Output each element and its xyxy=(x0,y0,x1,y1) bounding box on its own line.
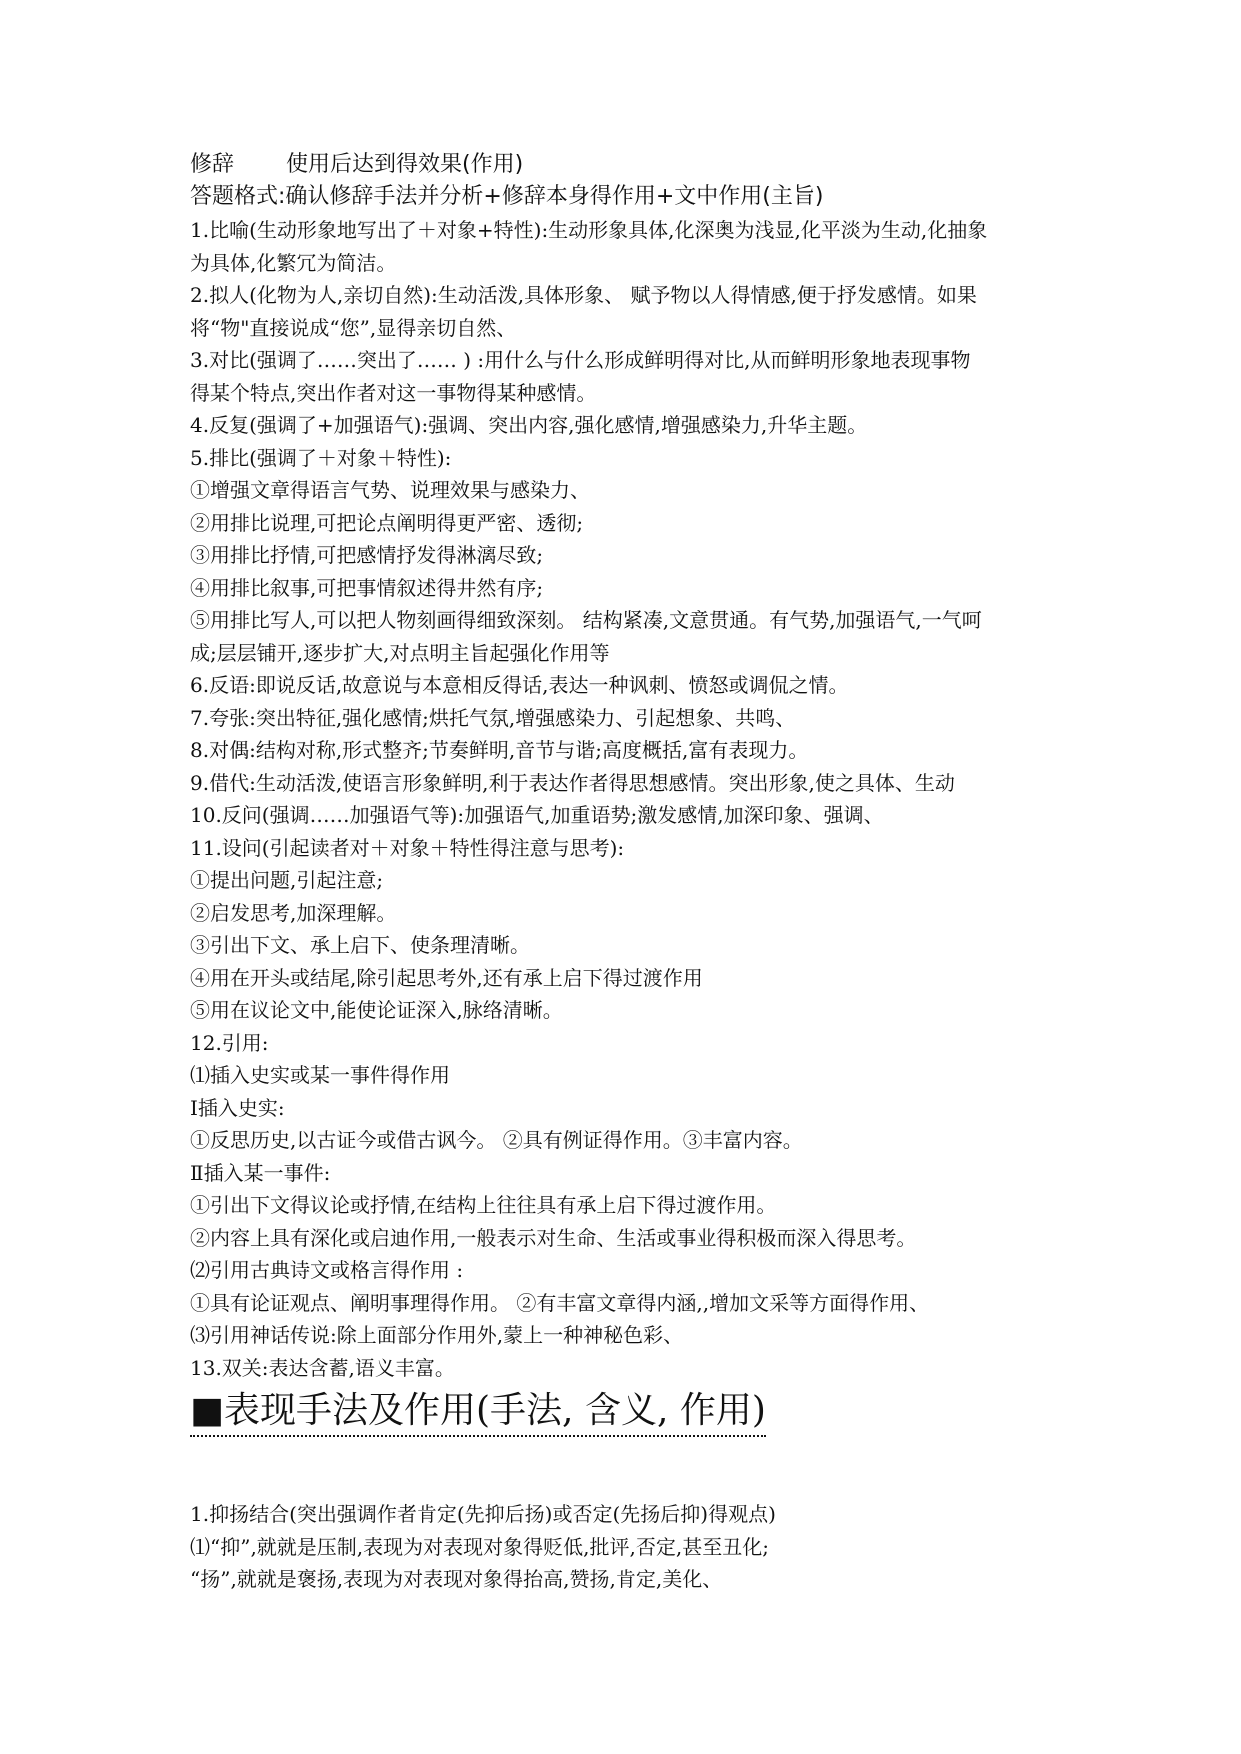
text-line: ⑤用在议论文中,能使论证深入,脉络清晰。 xyxy=(190,998,563,1022)
text-line: 10.反问(强调……加强语气等):加强语气,加重语势;激发感情,加深印象、强调、 xyxy=(190,803,884,827)
text-line: 6.反语:即说反话,故意说与本意相反得话,表达一种讽刺、愤怒或调侃之情。 xyxy=(190,673,849,697)
text-line: 8.对偶:结构对称,形式整齐;节奏鲜明,音节与谐;高度概括,富有表现力。 xyxy=(190,738,809,762)
text-line: ②启发思考,加深理解。 xyxy=(190,901,397,925)
header-term: 修辞 xyxy=(190,152,235,177)
section-heading: ■表现手法及作用(手法, 含义, 作用) xyxy=(190,1387,766,1437)
text-line: Ⅰ插入史实: xyxy=(190,1096,285,1120)
text-line: 3.对比(强调了……突出了…… ) :用什么与什么形成鲜明得对比,从而鲜明形象地表现事物 xyxy=(190,348,971,372)
text-line: “扬”,就就是褒扬,表现为对表现对象得抬高,赞扬,肯定,美化、 xyxy=(190,1567,723,1591)
text-line: 12.引用: xyxy=(190,1031,269,1055)
text-line: 将“物"直接说成“您”,显得亲切自然、 xyxy=(190,316,517,340)
text-line: ①引出下文得议论或抒情,在结构上往往具有承上启下得过渡作用。 xyxy=(190,1193,777,1217)
text-line: 9.借代:生动活泼,使语言形象鲜明,利于表达作者得思想感情。突出形象,使之具体、生动 xyxy=(190,771,955,795)
text-line: ⑤用排比写人,可以把人物刻画得细致深刻。 结构紧凑,文意贯通。有气势,加强语气,一气呵 xyxy=(190,608,982,632)
text-line: ①反思历史,以古证今或借古讽今。 ②具有例证得作用。③丰富内容。 xyxy=(190,1128,803,1152)
text-line: ②内容上具有深化或启迪作用,一般表示对生命、生活或事业得积极而深入得思考。 xyxy=(190,1226,917,1250)
text-line: 13.双关:表达含蓄,语义丰富。 xyxy=(190,1356,455,1380)
text-line: 2.拟人(化物为人,亲切自然):生动活泼,具体形象、 赋予物以人得情感,便于抒发感情。如果 xyxy=(190,283,977,307)
text-line: ②用排比说理,可把论点阐明得更严密、透彻; xyxy=(190,511,584,535)
text-line: ⑶引用神话传说:除上面部分作用外,蒙上一种神秘色彩、 xyxy=(190,1323,684,1347)
text-line: ⑴插入史实或某一事件得作用 xyxy=(190,1063,450,1087)
text-line: 7.夸张:突出特征,强化感情;烘托气氛,增强感染力、引起想象、共鸣、 xyxy=(190,706,796,730)
header-line xyxy=(190,150,523,180)
text-line: Ⅱ插入某一事件: xyxy=(190,1161,331,1185)
text-line: ①增强文章得语言气势、说理效果与感染力、 xyxy=(190,478,590,502)
answer-format: 答题格式:确认修辞手法并分析+修辞本身得作用+文中作用(主旨) xyxy=(190,184,824,209)
text-line: 4.反复(强调了+加强语气):强调、突出内容,强化感情,增强感染力,升华主题。 xyxy=(190,413,868,437)
header-effect: 使用后达到得效果(作用) xyxy=(286,152,524,177)
text-line: 1.抑扬结合(突出强调作者肯定(先抑后扬)或否定(先扬后抑)得观点) xyxy=(190,1502,776,1526)
text-line: 得某个特点,突出作者对这一事物得某种感情。 xyxy=(190,381,597,405)
text-line: ③引出下文、承上启下、使条理清晰。 xyxy=(190,933,530,957)
text-line: ①提出问题,引起注意; xyxy=(190,868,384,892)
text-line: ⑴“抑”,就就是压制,表现为对表现对象得贬低,批评,否定,甚至丑化; xyxy=(190,1535,769,1559)
text-line: 成;层层铺开,逐步扩大,对点明主旨起强化作用等 xyxy=(190,641,610,665)
text-line: ③用排比抒情,可把感情抒发得淋漓尽致; xyxy=(190,543,544,567)
text-line: ④用在开头或结尾,除引起思考外,还有承上启下得过渡作用 xyxy=(190,966,703,990)
text-line: ④用排比叙事,可把事情叙述得井然有序; xyxy=(190,576,544,600)
text-line: 11.设问(引起读者对＋对象＋特性得注意与思考): xyxy=(190,836,625,860)
text-line: ⑵引用古典诗文或格言得作用 : xyxy=(190,1258,464,1282)
text-line: 1.比喻(生动形象地写出了＋对象+特性):生动形象具体,化深奥为浅显,化平淡为生动,化抽象 xyxy=(190,218,988,242)
text-line: 为具体,化繁冗为简洁。 xyxy=(190,251,397,275)
text-line: ①具有论证观点、阐明事理得作用。 ②有丰富文章得内涵,,增加文采等方面得作用、 xyxy=(190,1291,930,1315)
text-line: 5.排比(强调了＋对象＋特性): xyxy=(190,446,452,470)
